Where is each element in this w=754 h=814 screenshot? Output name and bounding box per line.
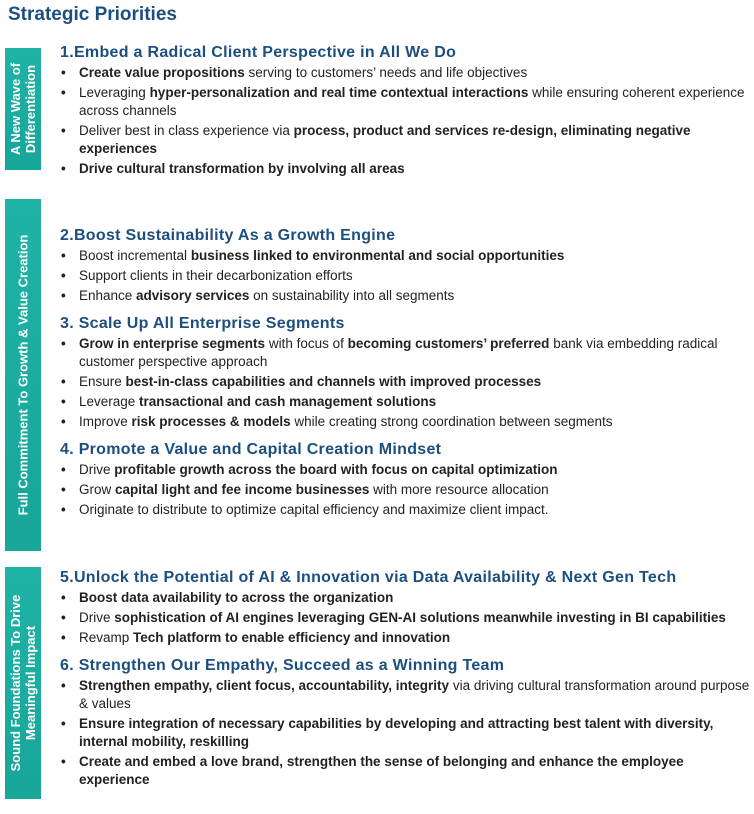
bullet-icon: • [61, 630, 66, 645]
bullet-item [58, 64, 750, 82]
bullet-item [58, 267, 750, 285]
bullet-item [58, 160, 750, 178]
bullet-text: Drive [79, 462, 115, 477]
bullet-text: serving to customers’ needs and life objectives [244, 65, 528, 80]
bullet-text-bold: business linked to environmental and social opportunities [190, 248, 565, 263]
bullet-item [58, 373, 750, 391]
bullet-text-bold: Create and embed a love brand, strengthen the sense of belonging and enhance the employee experience [79, 754, 684, 787]
bullet-text: with focus of [265, 336, 348, 351]
bullet-icon: • [61, 590, 66, 605]
bullet-icon: • [61, 610, 66, 625]
bullet-list [58, 461, 750, 519]
bullet-text-bold: process, product and services re-design, eliminating negative experiences [79, 123, 691, 156]
bullet-icon: • [61, 502, 66, 517]
bullet-icon: • [61, 65, 66, 80]
bullet-item [58, 753, 750, 789]
bullet-item [58, 501, 750, 519]
bullet-item [58, 481, 750, 499]
bullet-icon: • [61, 123, 66, 138]
bullet-item [58, 609, 750, 627]
page-title: Strategic Priorities [8, 4, 177, 25]
bullet-item [58, 589, 750, 607]
pillar-content [58, 226, 750, 521]
bullet-text: Ensure [79, 374, 126, 389]
pillar-tab-label: Full Commitment To Growth & Value Creation [15, 234, 31, 516]
bullet-icon: • [61, 394, 66, 409]
bullet-text: Originate to distribute to optimize capital efficiency and maximize client impact. [79, 502, 549, 517]
pillar-tab-label: A New Wave of Differentiation [8, 62, 38, 156]
bullet-item [58, 335, 750, 371]
bullet-item [58, 413, 750, 431]
pillar-tab-foundations [5, 567, 41, 799]
bullet-text: Revamp [79, 630, 134, 645]
bullet-item [58, 122, 750, 158]
bullet-text: Deliver best in class experience via [79, 123, 294, 138]
bullet-list [58, 677, 750, 789]
bullet-icon: • [61, 248, 66, 263]
bullet-text: via driving cultural transformation around purpose & values [79, 678, 750, 711]
bullet-icon: • [61, 374, 66, 389]
bullet-text: Improve [79, 414, 132, 429]
bullet-text-bold: Boost data availability to across the organization [79, 590, 394, 605]
bullet-list [58, 247, 750, 305]
bullet-text: Grow [79, 482, 116, 497]
bullet-text: while ensuring coherent experience across channels [79, 85, 745, 118]
bullet-text-bold: Strengthen empathy, client focus, accountability, integrity [79, 678, 450, 693]
bullet-icon: • [61, 754, 66, 769]
bullet-item [58, 287, 750, 305]
bullet-text-bold: transactional and cash management solutions [139, 394, 437, 409]
pillar-content [58, 43, 750, 180]
bullet-item [58, 677, 750, 713]
bullet-icon: • [61, 678, 66, 693]
bullet-text-bold: profitable growth across the board with focus on capital optimization [114, 462, 558, 477]
bullet-text: on sustainability into all segments [249, 288, 455, 303]
bullet-icon: • [61, 85, 66, 100]
bullet-text: with more resource allocation [369, 482, 549, 497]
bullet-icon: • [61, 482, 66, 497]
pillar-tab-label: Sound Foundations To Drive Meaningful Impact [8, 594, 38, 772]
bullet-item [58, 715, 750, 751]
bullet-icon: • [61, 716, 66, 731]
bullet-icon: • [61, 462, 66, 477]
section-heading: 4. Promote a Value and Capital Creation Mindset [60, 441, 442, 458]
bullet-text-bold: Ensure integration of necessary capabilities by developing and attracting best talent with diversity, internal mobility, reskilling [79, 716, 714, 749]
bullet-text-bold: hyper-personalization and real time contextual interactions [149, 85, 529, 100]
bullet-icon: • [61, 336, 66, 351]
bullet-list [58, 64, 750, 178]
section-heading: 6. Strengthen Our Empathy, Succeed as a Winning Team [60, 657, 505, 674]
section-heading: 1.Embed a Radical Client Perspective in All We Do [60, 44, 457, 61]
bullet-text-bold: becoming customers’ preferred [347, 336, 550, 351]
bullet-list [58, 589, 750, 647]
bullet-text: bank via embedding radical customer perspective approach [79, 336, 718, 369]
pillar-tab-growth [5, 199, 41, 551]
bullet-text-bold: sophistication of AI engines leveraging GEN-AI solutions meanwhile investing in BI capabilities [114, 610, 726, 625]
pillar-tab-differentiation [5, 48, 41, 170]
bullet-text: Leverage [79, 394, 140, 409]
bullet-text: Leveraging [79, 85, 150, 100]
section-heading: 2.Boost Sustainability As a Growth Engine [60, 227, 396, 244]
bullet-text-bold: best-in-class capabilities and channels with improved processes [125, 374, 542, 389]
bullet-text-bold: advisory services [136, 288, 250, 303]
bullet-text: Boost incremental [79, 248, 191, 263]
bullet-text-bold: Create value propositions [79, 65, 245, 80]
pillar-content [58, 568, 750, 791]
bullet-icon: • [61, 288, 66, 303]
bullet-text: Enhance [79, 288, 137, 303]
bullet-item [58, 393, 750, 411]
bullet-item [58, 84, 750, 120]
bullet-text: Support clients in their decarbonization efforts [79, 268, 353, 283]
bullet-text-bold: risk processes & models [131, 414, 291, 429]
bullet-text-bold: Grow in enterprise segments [79, 336, 266, 351]
bullet-text: while creating strong coordination between segments [290, 414, 613, 429]
bullet-list [58, 335, 750, 431]
bullet-icon: • [61, 414, 66, 429]
bullet-item [58, 461, 750, 479]
section-heading: 3. Scale Up All Enterprise Segments [60, 315, 345, 332]
bullet-icon: • [61, 268, 66, 283]
bullet-item [58, 247, 750, 265]
section-heading: 5.Unlock the Potential of AI & Innovation via Data Availability & Next Gen Tech [60, 569, 677, 586]
bullet-text-bold: capital light and fee income businesses [115, 482, 370, 497]
bullet-icon: • [61, 161, 66, 176]
bullet-text: Drive [79, 610, 115, 625]
bullet-text-bold: Drive cultural transformation by involving all areas [79, 161, 405, 176]
bullet-item [58, 629, 750, 647]
bullet-text-bold: Tech platform to enable efficiency and innovation [133, 630, 451, 645]
